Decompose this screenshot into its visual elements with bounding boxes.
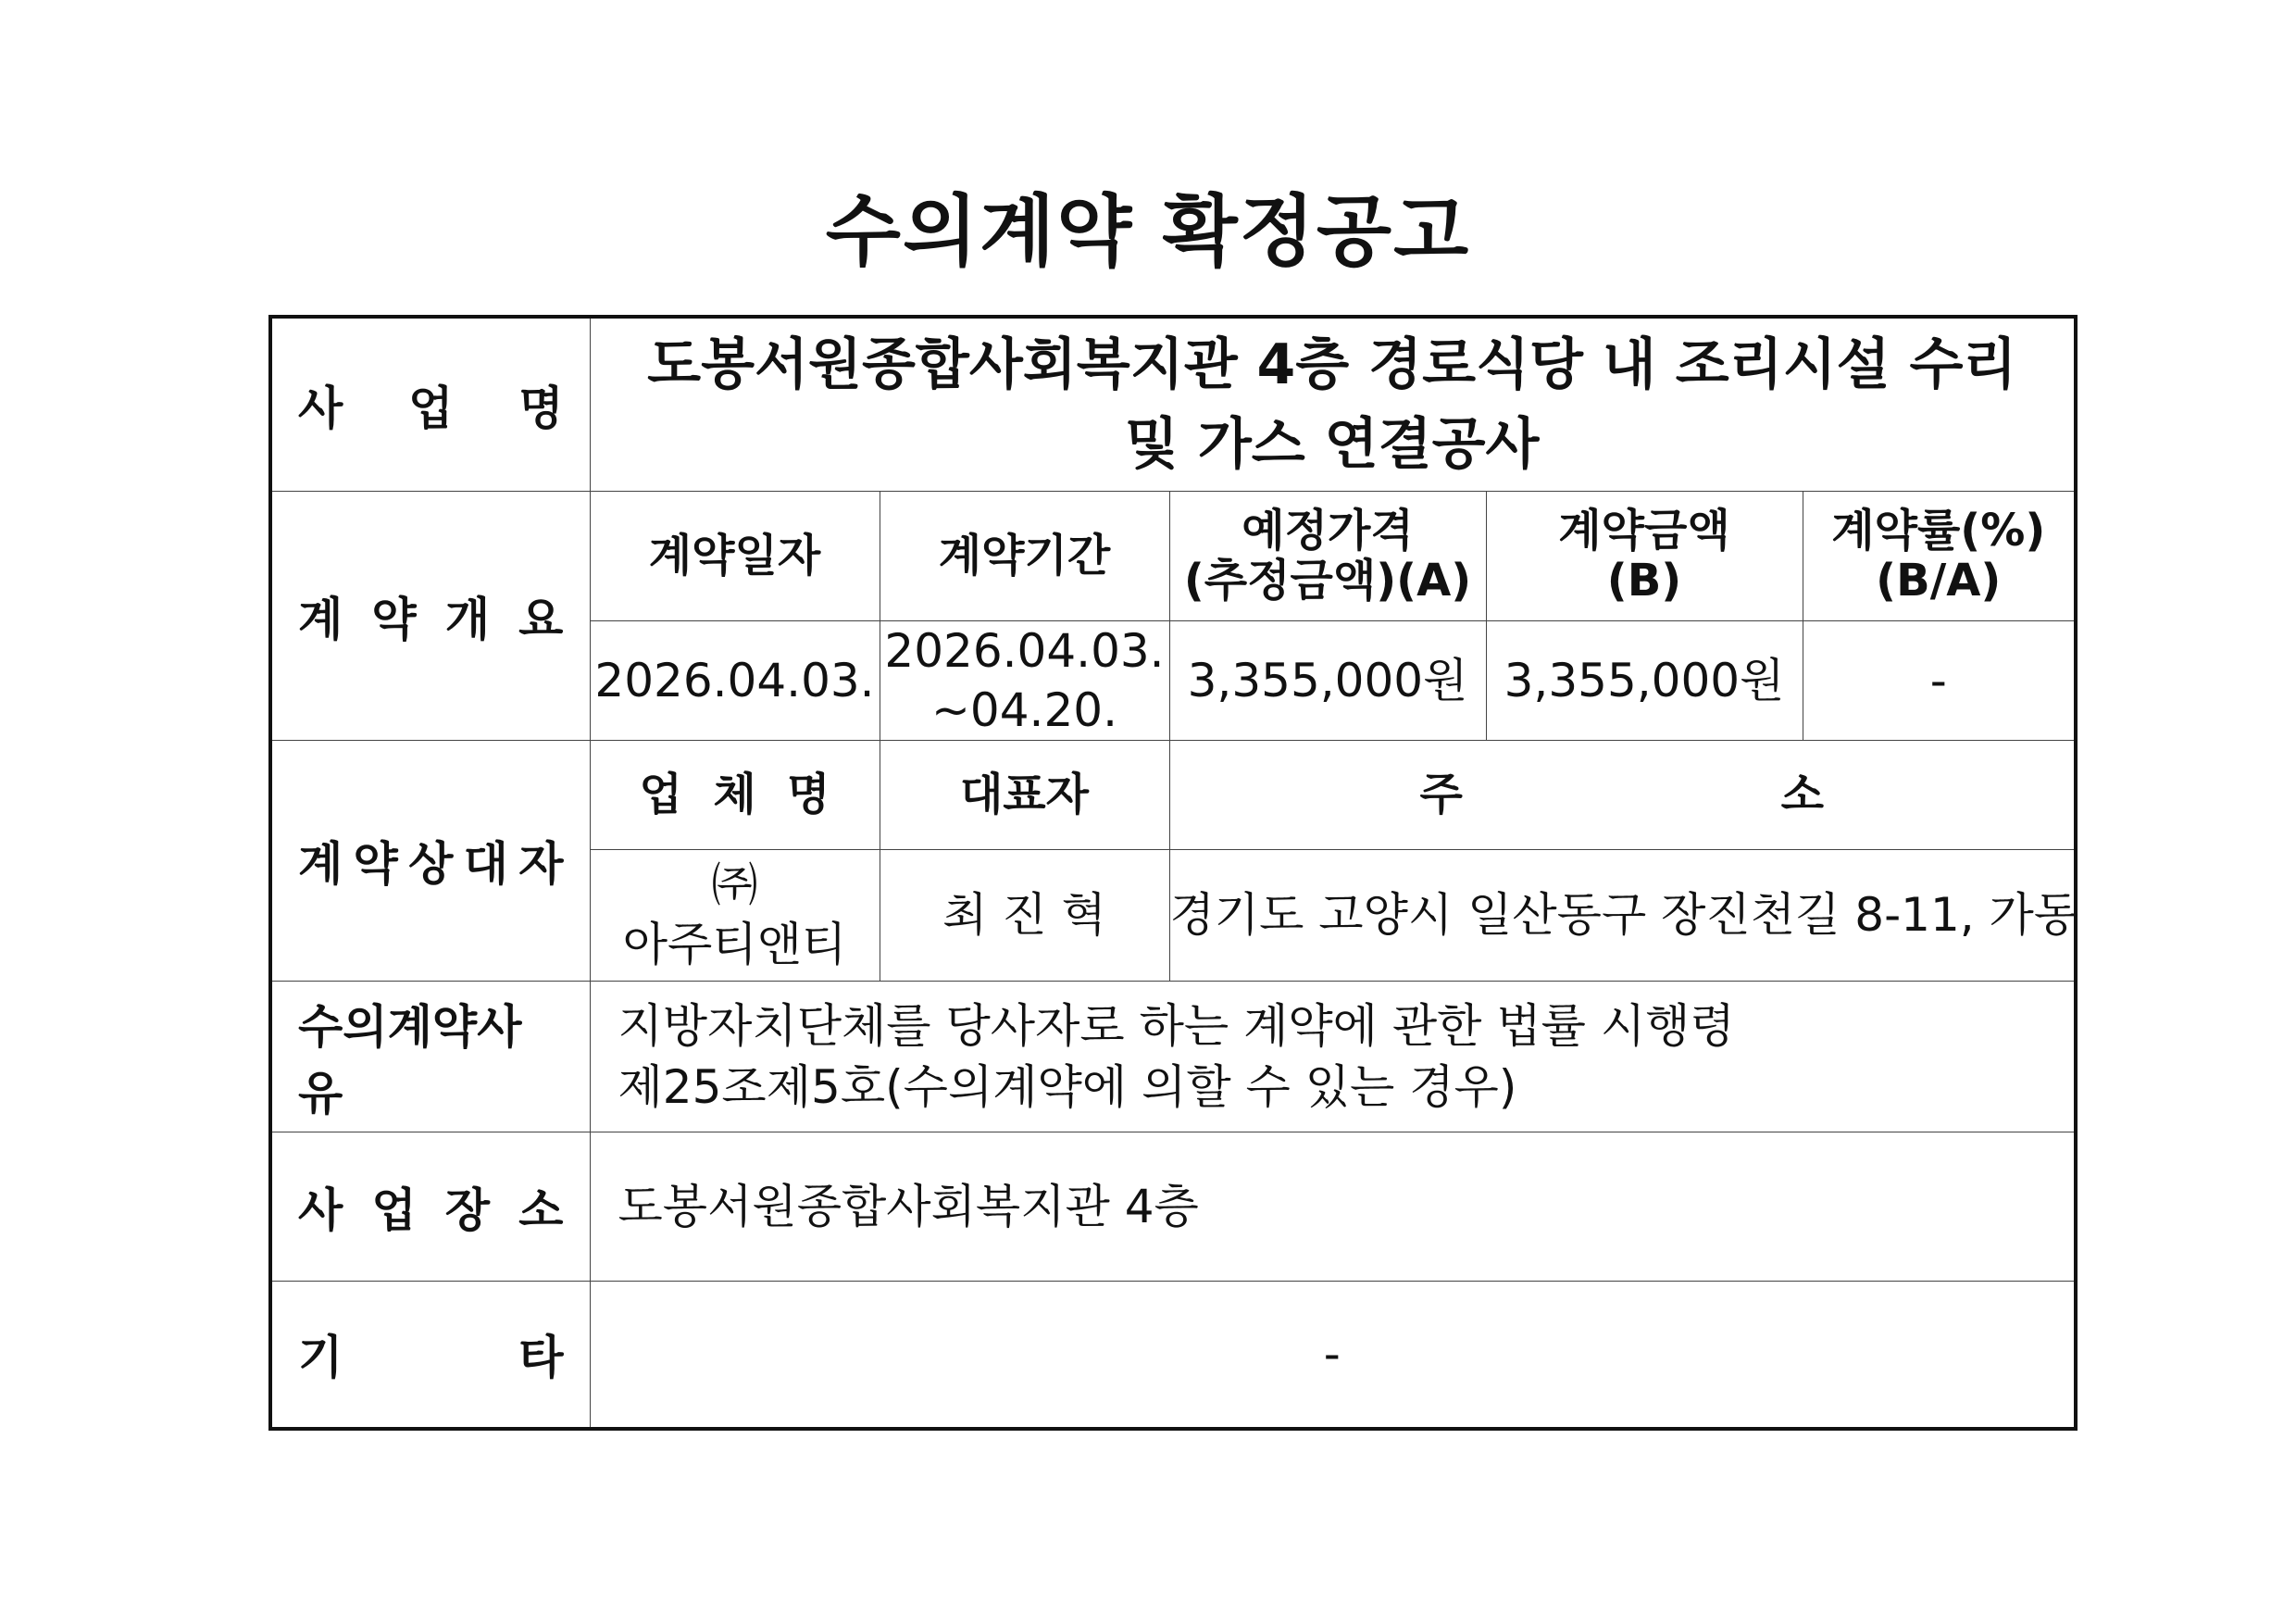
rate-header-line: (B/A) [1876,555,2002,607]
address-header [1169,740,2076,849]
estimate-price-value: 3,355,000원 [1169,620,1486,740]
company-name-header [590,740,880,849]
contract-label-cell [270,491,590,740]
location-label-cell [270,1132,590,1281]
project-name: 도봉서원종합사회복지관 4층 경로식당 내 조리시설 수리 및 가스 연결공사 [590,317,2076,491]
contract-rate-header [1803,491,2076,620]
location-label-char: 사 [298,1182,343,1237]
contract-label-char: 약 [371,592,417,646]
project-row [270,317,2076,491]
period-value-line: 2026.04.03. [884,623,1165,678]
etc-value: - [590,1281,2076,1429]
project-label-cell [270,317,590,491]
project-label-char: 사 [298,381,343,435]
address-header-char: 주 [1419,769,1463,820]
counterparty-label-char: 약 [353,837,398,891]
counterparty-header-row [270,740,2076,849]
reason-row [270,981,2076,1132]
contract-label-char: 개 [444,592,491,646]
reason-label: 수의계약사유 [270,981,590,1132]
amount-header-line: (B) [1606,555,1682,607]
etc-label-char: 타 [518,1331,564,1385]
reason-line: 제25조제5호(수의계약에 의할 수 있는 경우) [618,1059,1517,1114]
period-value-line: ~04.20. [931,682,1117,737]
document-title: 수의계약 확정공고 [825,186,1471,277]
counterparty-label-char: 자 [518,837,564,891]
location-label-char: 소 [518,1182,564,1237]
estimate-header-line: 예정가격 [1242,505,1414,557]
counterparty-label-char: 상 [408,837,454,891]
contract-date-value: 2026.04.03. [590,620,880,740]
project-label-char: 업 [408,381,454,435]
estimate-price-header [1169,491,1486,620]
company-value-line: ㈜ [711,858,758,912]
project-label-char: 명 [518,381,564,435]
estimate-header-line: (추정금액)(A) [1183,555,1472,607]
address-value: 경기도 고양시 일산동구 장진천길 8-11, 가동 [1169,849,2076,981]
contract-header-row [270,491,2076,620]
contract-amount-header [1486,491,1803,620]
amount-header-line: 계약금액 [1558,505,1730,557]
location-value: 도봉서원종합사회복지관 4층 [590,1132,2076,1281]
contract-label-char: 요 [518,592,564,646]
contract-date-header: 계약일자 [590,491,880,620]
rate-header-line: 계약률(%) [1831,505,2046,557]
etc-label-cell [270,1281,590,1429]
counterparty-label-char: 대 [463,837,508,891]
location-label-char: 장 [444,1182,491,1237]
contract-period-value [880,620,1169,740]
notice-table [268,315,2078,1431]
company-value-line: 아주티앤티 [622,918,847,971]
etc-row [270,1281,2076,1429]
ceo-header: 대표자 [880,740,1169,849]
contract-rate-value: - [1803,620,2076,740]
reason-line: 지방자치단체를 당사자로 하는 계약에 관한 법률 시행령 [618,998,1735,1053]
counterparty-label-char: 계 [298,837,343,891]
counterparty-label-cell [270,740,590,981]
company-header-char: 명 [787,769,830,820]
address-header-char: 소 [1780,769,1824,820]
etc-label-char: 기 [298,1331,343,1385]
company-name-value [590,849,880,981]
location-label-char: 업 [371,1182,417,1237]
company-header-char: 업 [639,769,682,820]
contract-period-header: 계약기간 [880,491,1169,620]
location-row [270,1132,2076,1281]
ceo-value: 최 진 혁 [880,849,1169,981]
company-header-char: 체 [713,769,756,820]
reason-value [590,981,2076,1132]
contract-amount-value: 3,355,000원 [1486,620,1803,740]
contract-label-char: 계 [298,592,343,646]
